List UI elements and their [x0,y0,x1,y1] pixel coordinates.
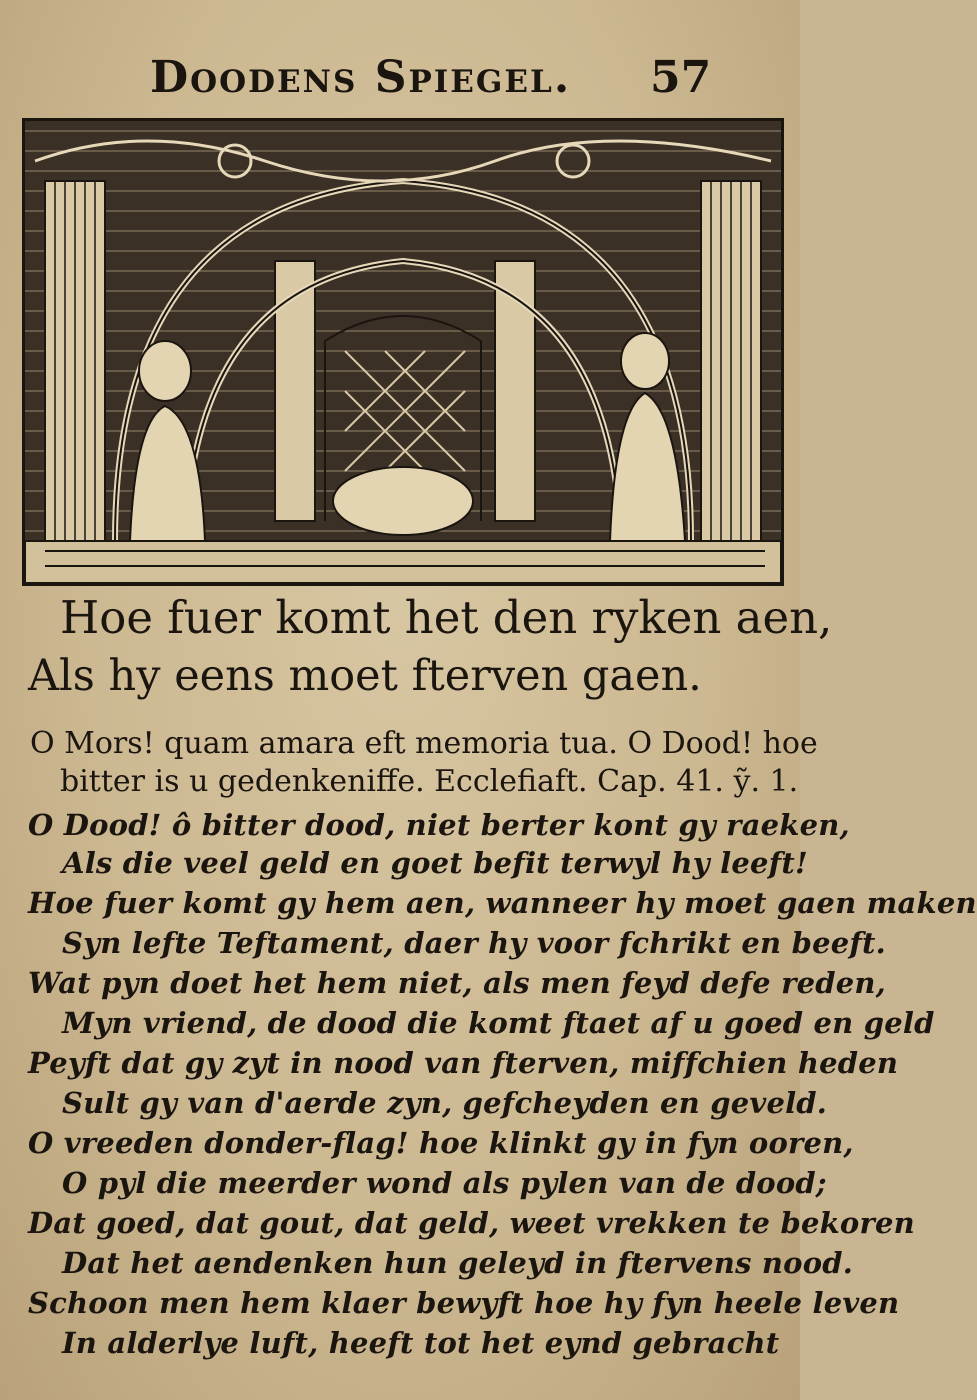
quote-line: O Mors! quam amara eft memoria tua. O Dood! hoe [30,726,818,761]
engraving-illustration [22,118,784,586]
poem-line: O Dood! ô bitter dood, niet berter kont gy raeken, [28,808,850,842]
title-line: Hoe fuer komt het den ryken aen, [60,591,833,644]
page-number: 57 [650,52,712,103]
poem-line: O vreeden donder-flag! hoe klinkt gy in fyn ooren, [28,1126,854,1160]
poem-line: Hoe fuer komt gy hem aen, wanneer hy moet gaen maken [28,886,977,920]
running-title: Doodens Spiegel. [150,52,572,103]
poem-line: Als die veel geld en goet befit terwyl hy leeft! [62,846,808,880]
poem-line: Syn lefte Teftament, daer hy voor fchrikt en beeft. [62,926,886,960]
quote-line: bitter is u gedenkeniffe. Ecclefiaft. Cap. 41. ỹ. 1. [60,764,799,799]
poem-line: O pyl die meerder wond als pylen van de dood; [62,1166,827,1200]
page-header [0,52,800,112]
poem-line: Wat pyn doet het hem niet, als men feyd defe reden, [28,966,886,1000]
engraving-artwork [25,121,781,583]
title-line: Als hy eens moet fterven gaen. [28,651,702,701]
poem-line: In alderlye luft, heeft tot het eynd gebracht [62,1326,780,1360]
poem-line: Myn vriend, de dood die komt ftaet af u goed en geld [62,1006,935,1040]
poem-line: Peyft dat gy zyt in nood van fterven, miffchien heden [28,1046,899,1080]
poem-line: Dat goed, dat gout, dat geld, weet vrekken te bekoren [28,1206,915,1240]
poem-line: Sult gy van d'aerde zyn, gefcheyden en geveld. [62,1086,828,1120]
poem-line: Dat het aendenken hun geleyd in ftervens nood. [62,1246,854,1280]
poem-line: Schoon men hem klaer bewyft hoe hy fyn heele leven [28,1286,900,1320]
